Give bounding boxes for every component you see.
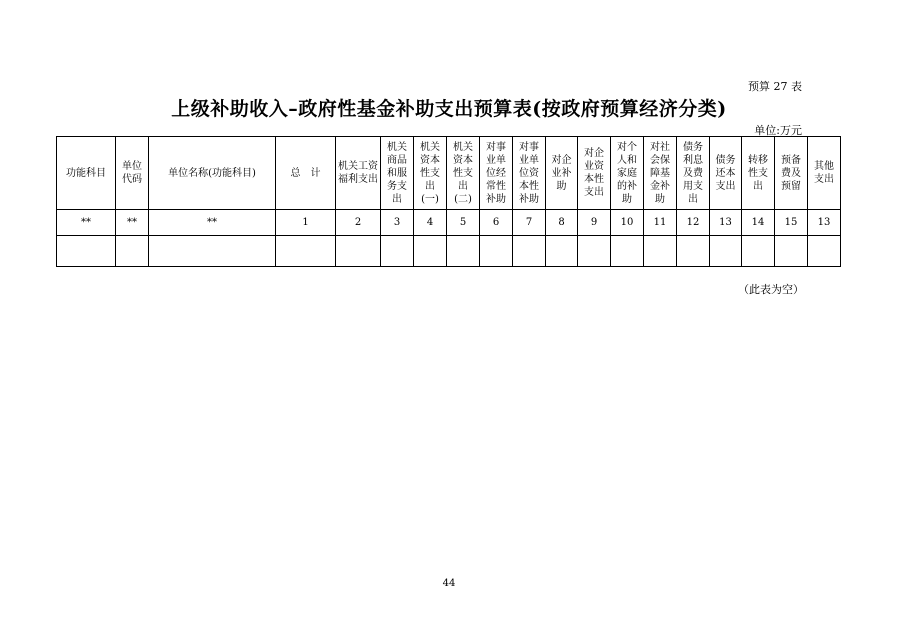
index-cell: 6 <box>480 210 513 236</box>
column-header <box>677 137 710 210</box>
index-cell: 11 <box>644 210 677 236</box>
empty-cell <box>149 236 276 267</box>
empty-cell <box>116 236 149 267</box>
index-cell: 15 <box>775 210 808 236</box>
empty-cell <box>742 236 775 267</box>
column-header <box>644 137 677 210</box>
index-cell: 8 <box>546 210 578 236</box>
empty-cell <box>57 236 116 267</box>
column-header-label: 机关工资 福利支出 <box>338 161 378 185</box>
index-cell: 13 <box>808 210 841 236</box>
index-cell: 10 <box>611 210 644 236</box>
unit-label: 单位:万元 <box>754 124 802 137</box>
index-cell: 2 <box>336 210 381 236</box>
index-row <box>57 210 841 236</box>
budget-table <box>56 136 841 267</box>
empty-cell <box>775 236 808 267</box>
column-header <box>808 137 841 210</box>
index-cell: 14 <box>742 210 775 236</box>
column-header-label: 机关 资本 性支 出 (二) <box>453 141 473 205</box>
column-header-label: 单位名称(功能科目) <box>168 167 256 179</box>
column-header <box>381 137 414 210</box>
column-header-label: 债务 利息 及费 用支 出 <box>683 141 703 205</box>
empty-cell <box>677 236 710 267</box>
column-header <box>742 137 775 210</box>
index-cell: ** <box>149 210 276 236</box>
column-header <box>578 137 611 210</box>
column-header <box>447 137 480 210</box>
empty-cell <box>578 236 611 267</box>
column-header <box>611 137 644 210</box>
empty-cell <box>276 236 336 267</box>
column-header <box>276 137 336 210</box>
index-cell: 13 <box>710 210 742 236</box>
column-header-label: 对事 业单 位资 本性 补助 <box>519 141 539 205</box>
table-number: 预算 27 表 <box>748 80 802 93</box>
index-cell: 3 <box>381 210 414 236</box>
column-header-label: 转移 性支 出 <box>748 154 768 192</box>
index-cell: 9 <box>578 210 611 236</box>
empty-cell <box>381 236 414 267</box>
empty-cell <box>808 236 841 267</box>
empty-cell <box>710 236 742 267</box>
column-header <box>149 137 276 210</box>
header-row <box>57 137 841 210</box>
index-cell: 7 <box>513 210 546 236</box>
index-cell: 1 <box>276 210 336 236</box>
page-title: 上级补助收入–政府性基金补助支出预算表(按政府预算经济分类) <box>171 98 727 120</box>
empty-cell <box>513 236 546 267</box>
index-cell: 12 <box>677 210 710 236</box>
column-header-label: 机关 资本 性支 出 (一) <box>420 141 440 205</box>
column-header <box>480 137 513 210</box>
column-header <box>336 137 381 210</box>
column-header-label: 债务 还本 支出 <box>715 154 736 192</box>
column-header-label: 机关 商品 和服 务支 出 <box>387 141 407 205</box>
column-header <box>710 137 742 210</box>
empty-cell <box>644 236 677 267</box>
column-header-label: 预备 费及 预留 <box>781 154 801 192</box>
column-header-label: 对个 人和 家庭 的补 助 <box>617 141 637 205</box>
empty-cell <box>336 236 381 267</box>
column-header <box>513 137 546 210</box>
column-header-label: 单位 代码 <box>122 161 142 185</box>
column-header-label: 对事 业单 位经 常性 补助 <box>486 141 506 205</box>
column-header-label: 对社 会保 障基 金补 助 <box>650 141 670 205</box>
empty-table-note: （此表为空） <box>738 283 804 296</box>
column-header <box>546 137 578 210</box>
index-cell: ** <box>57 210 116 236</box>
column-header-label: 对企 业补 助 <box>551 154 572 192</box>
index-cell: 5 <box>447 210 480 236</box>
column-header-label: 其他 支出 <box>814 161 834 185</box>
empty-cell <box>414 236 447 267</box>
column-header <box>775 137 808 210</box>
page-number: 44 <box>442 578 456 589</box>
column-header <box>414 137 447 210</box>
column-header <box>116 137 149 210</box>
empty-cell <box>611 236 644 267</box>
empty-row <box>57 236 841 267</box>
column-header-label: 功能科目 <box>66 167 106 179</box>
column-header <box>57 137 116 210</box>
column-header-label: 总 计 <box>290 167 321 179</box>
empty-cell <box>480 236 513 267</box>
empty-cell <box>447 236 480 267</box>
column-header-label: 对企 业资 本性 支出 <box>584 148 604 198</box>
index-cell: ** <box>116 210 149 236</box>
index-cell: 4 <box>414 210 447 236</box>
empty-cell <box>546 236 578 267</box>
